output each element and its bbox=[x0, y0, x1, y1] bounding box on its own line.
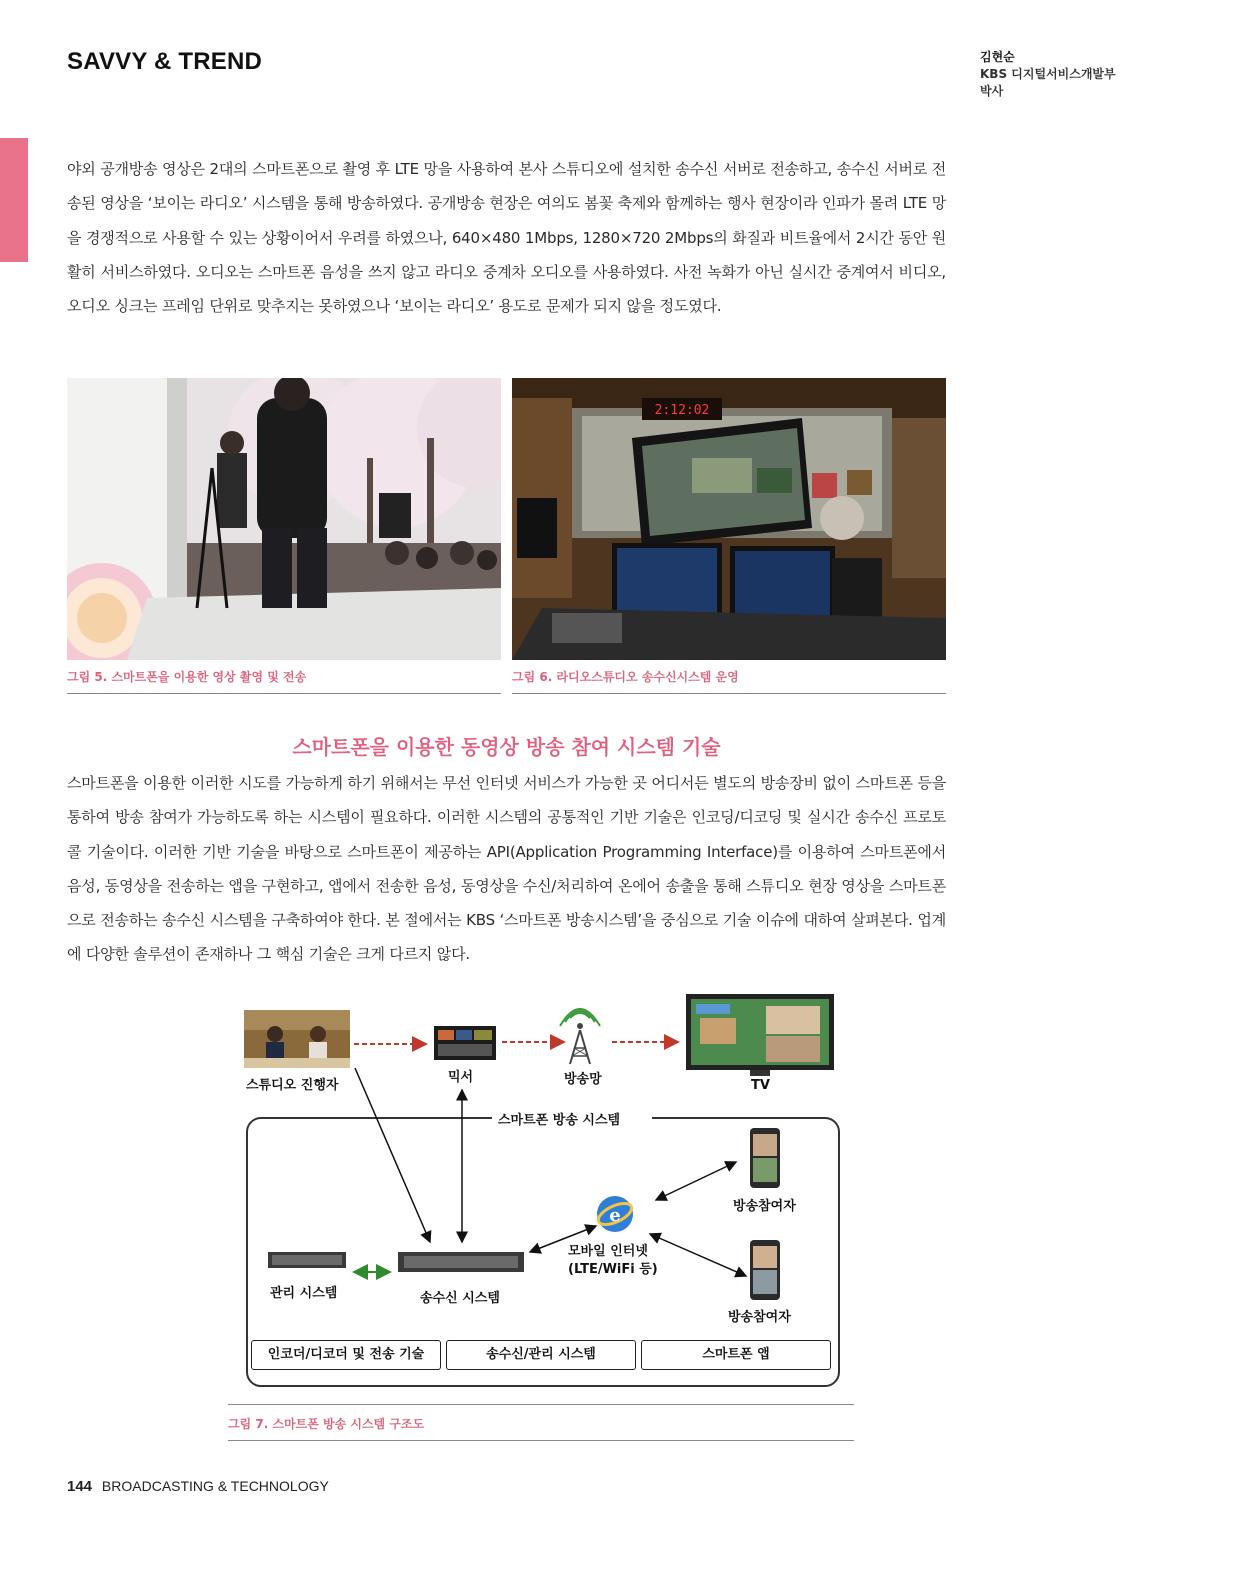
transceiver-server-image bbox=[398, 1252, 524, 1272]
participant-label-2: 방송참여자 bbox=[728, 1310, 791, 1325]
tv-image bbox=[686, 994, 834, 1076]
section-subheading: 스마트폰을 이용한 동영상 방송 참여 시스템 기술 bbox=[292, 735, 721, 759]
magazine-name: BROADCASTING & TECHNOLOGY bbox=[101, 1478, 329, 1494]
body-paragraph-1: 야외 공개방송 영상은 2대의 스마트폰으로 촬영 후 LTE 망을 사용하여 본사 스튜디오에 설치한 송수신 서버로 전송하고, 송수신 서버로 전송된 영상을 ‘보이는 라디오’ 시스템을 통해 방송하였다. 공개방송 현장은 여의도 봄꽃 축제와 함께하는 행사 현장이라 인파가 몰려 LTE 망을 경쟁적으로 사용할 수 있는 상황이어서 우려를 하였으나, 640×480 1Mbps, 1280×720 2Mbps의 화질과 비트율에서 2시간 동안 원활히 서비스하였다. 오디오는 스마트폰 음성을 쓰지 않고 라디오 중계차 오디오를 사용하였다. 사전 녹화가 아닌 실시간 중계여서 비디오, 오디오 싱크는 프레임 단위로 맞추지는 못하였으나 ‘보이는 라디오’ 용도로 문제가 되지 않을 정도였다. bbox=[67, 160, 946, 316]
smartphone-app-box: 스마트폰 앱 bbox=[641, 1340, 831, 1370]
author-title: 박사 bbox=[980, 84, 1004, 98]
author-block bbox=[980, 49, 1116, 100]
figure-6-photo bbox=[512, 378, 946, 660]
system-title-label: 스마트폰 방송 시스템 bbox=[498, 1113, 621, 1128]
author-department: KBS 디지털서비스개발부 bbox=[980, 67, 1116, 81]
management-server-image bbox=[268, 1252, 346, 1268]
figure-7-caption: 그림 7. 스마트폰 방송 시스템 구조도 bbox=[228, 1404, 854, 1441]
page-footer bbox=[67, 1478, 329, 1495]
transceiver-system-label: 송수신 시스템 bbox=[420, 1291, 500, 1306]
figure-7-diagram bbox=[230, 990, 854, 1395]
side-accent-bar bbox=[0, 138, 28, 262]
participant-phone-2 bbox=[750, 1240, 780, 1300]
svg-text:e: e bbox=[609, 1205, 621, 1226]
internet-globe-icon bbox=[595, 1196, 634, 1232]
mobile-internet-sublabel: (LTE/WiFi 등) bbox=[568, 1262, 658, 1277]
encoder-decoder-box: 인코더/디코더 및 전송 기술 bbox=[251, 1340, 441, 1370]
mixer-image bbox=[434, 1026, 496, 1060]
figure-6-caption: 그림 6. 라디오스튜디오 송수신시스템 운영 bbox=[512, 668, 946, 694]
figure-5-caption: 그림 5. 스마트폰을 이용한 영상 촬영 및 전송 bbox=[67, 668, 501, 694]
figure-5-photo bbox=[67, 378, 501, 660]
management-system-label: 관리 시스템 bbox=[270, 1286, 338, 1301]
studio-clock: 2:12:02 bbox=[654, 403, 710, 418]
page-number: 144 bbox=[67, 1478, 93, 1495]
author-name: 김현순 bbox=[980, 50, 1015, 64]
body-paragraph-2: 스마트폰을 이용한 이러한 시도를 가능하게 하기 위해서는 무선 인터넷 서비스가 가능한 곳 어디서든 별도의 방송장비 없이 스마트폰 등을 통하여 방송 참여가 가능하도록 하는 시스템이 필요하다. 이러한 시스템의 공통적인 기반 기술은 인코딩/디코딩 및 실시간 송수신 프로토콜 기술이다. 이러한 기반 기술을 바탕으로 스마트폰이 제공하는 API(Application Programming Interface)를 이용하여 스마트폰에서 음성, 동영상을 전송하는 앱을 구현하고, 앱에서 전송한 음성, 동영상을 수신/처리하여 온에어 송출을 통해 스튜디오 현장 영상을 스마트폰으로 전송하는 송수신 시스템을 구축하여야 한다. 본 절에서는 KBS ‘스마트폰 방송시스템’을 중심으로 기술 이슈에 대하여 살펴본다. 업계에 다양한 솔루션이 존재하나 그 핵심 기술은 크게 다르지 않다. bbox=[67, 774, 946, 964]
mixer-label: 믹서 bbox=[448, 1070, 474, 1085]
broadcast-tower-icon bbox=[560, 1009, 600, 1064]
studio-anchor-image bbox=[244, 1010, 350, 1068]
studio-anchor-label: 스튜디오 진행자 bbox=[246, 1078, 339, 1093]
section-title: SAVVY & TREND bbox=[67, 48, 263, 75]
broadcast-network-label: 방송망 bbox=[564, 1072, 602, 1087]
txrx-management-box: 송수신/관리 시스템 bbox=[446, 1340, 636, 1370]
mobile-internet-label: 모바일 인터넷 bbox=[568, 1244, 648, 1259]
tv-label: TV bbox=[751, 1078, 770, 1093]
participant-phone-1 bbox=[750, 1128, 780, 1188]
participant-label-1: 방송참여자 bbox=[733, 1199, 796, 1214]
